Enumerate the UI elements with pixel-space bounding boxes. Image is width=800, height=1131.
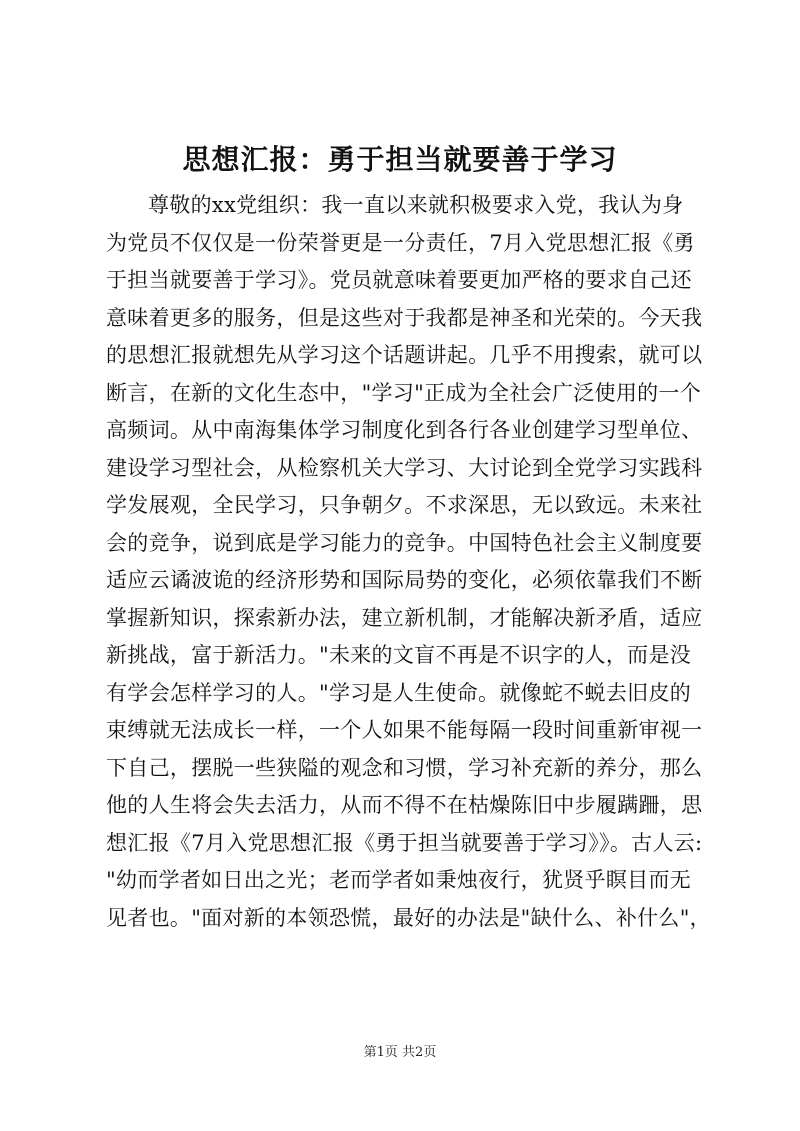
document-title: 思想汇报：勇于担当就要善于学习 (182, 143, 618, 176)
body-line: 有学会怎样学习的人。"学习是人生使命。就像蛇不蜕去旧皮的 (106, 680, 692, 705)
body-line: 下自己，摆脱一些狭隘的观念和习惯，学习补充新的养分，那么 (106, 755, 703, 780)
body-line: 想汇报《7月入党思想汇报《勇于担当就要善于学习》》。古人云: (106, 830, 703, 855)
document-body (106, 187, 726, 937)
body-line: 意味着更多的服务，但是这些对于我都是神圣和光荣的。今天我 (106, 305, 703, 330)
body-line: 建设学习型社会，从检察机关大学习、大讨论到全党学习实践科 (106, 455, 703, 480)
body-line: 束缚就无法成长一样，一个人如果不能每隔一段时间重新审视一 (106, 718, 703, 742)
body-line: 掌握新知识，探索新办法，建立新机制，才能解决新矛盾，适应 (106, 605, 703, 630)
page-footer: 第1页 共2页 (363, 1045, 437, 1060)
body-line: 学发展观，全民学习，只争朝夕。不求深思，无以致远。未来社 (106, 493, 703, 517)
body-line: 断言，在新的文化生态中，"学习"正成为全社会广泛使用的一个 (106, 380, 702, 405)
body-line: 的思想汇报就想先从学习这个话题讲起。几乎不用搜索，就可以 (106, 343, 703, 367)
body-line: 适应云谲波诡的经济形势和国际局势的变化，必须依靠我们不断 (106, 568, 703, 592)
body-line: 尊敬的xx党组织：我一直以来就积极要求入党，我认为身 (148, 193, 684, 217)
body-line: 见者也。"面对新的本领恐慌，最好的办法是"缺什么、补什么"， (106, 905, 711, 930)
body-line: "幼而学者如日出之光；老而学者如秉烛夜行，犹贤乎瞑目而无 (106, 868, 692, 892)
body-line: 于担当就要善于学习》。党员就意味着要更加严格的要求自己还 (106, 268, 692, 292)
body-line: 高频词。从中南海集体学习制度化到各行各业创建学习型单位、 (106, 418, 703, 442)
body-line: 新挑战，富于新活力。"未来的文盲不再是不识字的人，而是没 (106, 643, 692, 667)
body-line: 会的竞争，说到底是学习能力的竞争。中国特色社会主义制度要 (106, 530, 703, 555)
body-line: 他的人生将会失去活力，从而不得不在枯燥陈旧中步履蹒跚，思 (106, 793, 703, 817)
body-line: 为党员不仅仅是一份荣誉更是一分责任，7月入党思想汇报《勇 (106, 230, 695, 255)
